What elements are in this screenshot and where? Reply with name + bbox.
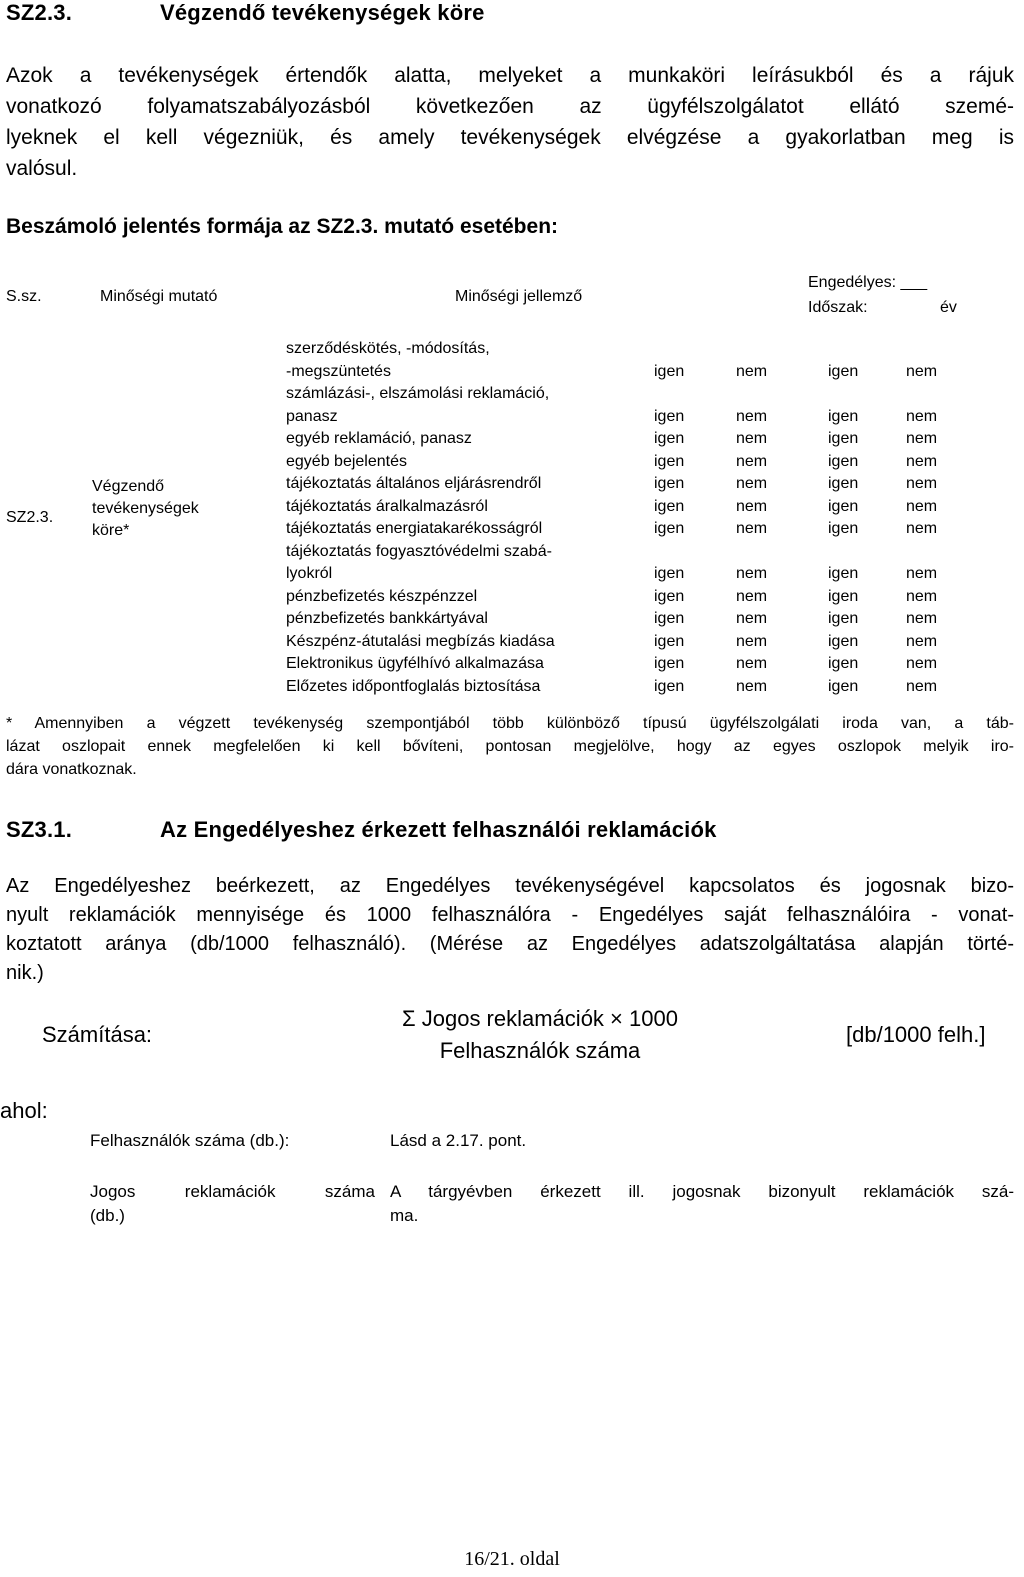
answer-igen-1: igen <box>654 565 685 582</box>
definition-desc: Lásd a 2.17. pont. <box>390 1131 527 1150</box>
characteristic-line: Elektronikus ügyfélhívó alkalmazása <box>286 655 544 672</box>
answer-igen-2: igen <box>828 520 859 537</box>
header-period: Időszak: <box>808 299 868 316</box>
characteristic-line: panasz <box>286 407 338 425</box>
answer-nem-2: nem <box>906 430 938 447</box>
characteristic-line: egyéb bejelentés <box>286 452 407 470</box>
answer-igen-1: igen <box>654 497 685 515</box>
characteristic-line: tájékoztatás fogyasztóvédelmi szabá- <box>286 542 552 560</box>
answer-nem-2: nem <box>906 452 938 470</box>
answer-igen-2: igen <box>828 565 859 582</box>
paragraph-line: vonatkozó folyamatszabályozásból következően az ügyfélszolgálatot ellátó szemé- <box>6 95 1014 118</box>
answer-nem-1: nem <box>736 452 768 470</box>
footnote-line: lázat oszlopait ennek megfelelően ki kell bővíteni, pontosan megjelölve, hogy az egyes oszlopok melyik iro- <box>6 738 1014 755</box>
section-paragraph <box>6 60 1014 184</box>
paragraph-line: valósul. <box>6 157 78 180</box>
page-number: 16/21. oldal <box>464 1548 560 1570</box>
answer-nem-2: nem <box>906 497 938 515</box>
characteristic-list <box>286 338 555 698</box>
answer-nem-1: nem <box>736 677 768 695</box>
answer-igen-2: igen <box>828 362 859 380</box>
answer-nem-1: nem <box>736 655 768 672</box>
definition-term: Felhasználók száma (db.): <box>90 1131 290 1150</box>
answer-igen-1: igen <box>654 430 685 447</box>
header-indicator: Minőségi mutató <box>100 288 218 305</box>
definition-term <box>90 1180 375 1228</box>
row-indicator <box>92 476 199 542</box>
characteristic-line: pénzbefizetés bankkártyával <box>286 610 488 627</box>
answer-igen-2: igen <box>828 452 859 470</box>
report-heading: Beszámoló jelentés formája az SZ2.3. mutató esetében: <box>6 215 559 238</box>
answer-igen-2: igen <box>828 655 859 672</box>
characteristic-line: egyéb reklamáció, panasz <box>286 430 472 447</box>
row-indicator-line: köre* <box>92 522 130 539</box>
answer-nem-2: nem <box>906 677 938 695</box>
answer-nem-2: nem <box>906 632 938 650</box>
answer-igen-1: igen <box>654 520 685 537</box>
footnote-line: * Amennyiben a végzett tevékenység szempontjából több különböző típusú ügyfélszolgálati iroda van, a táb- <box>6 715 1014 732</box>
formula-label: Számítása: <box>42 1022 153 1047</box>
section2-title: Az Engedélyeshez érkezett felhasználói reklamációk <box>160 817 717 842</box>
footnote-line: dára vonatkoznak. <box>6 761 137 778</box>
paragraph-line: nyult reklamációk mennyisége és 1000 felhasználóra - Engedélyes saját felhasználóira - vonat- <box>6 904 1014 926</box>
answer-igen-1: igen <box>654 452 685 470</box>
paragraph-line: Az Engedélyeshez beérkezett, az Engedélyes tevékenységével kapcsolatos és jogosnak bizo- <box>6 875 1014 897</box>
section-code: SZ2.3. <box>6 0 73 25</box>
characteristic-line: Készpénz-átutalási megbízás kiadása <box>286 632 555 650</box>
formula-numerator: Σ Jogos reklamációk × 1000 <box>402 1006 678 1031</box>
answer-nem-1: nem <box>736 362 768 380</box>
formula-unit: [db/1000 felh.] <box>846 1022 986 1047</box>
answer-igen-2: igen <box>828 430 859 447</box>
definition-desc-line: ma. <box>390 1206 419 1225</box>
answer-nem-2: nem <box>906 565 938 582</box>
paragraph-line: nik.) <box>6 962 44 984</box>
answer-igen-1: igen <box>654 587 685 605</box>
header-licensee: Engedélyes: ___ <box>808 274 928 291</box>
answer-igen-2: igen <box>828 497 859 515</box>
answer-nem-1: nem <box>736 475 768 492</box>
answer-igen-1: igen <box>654 677 685 695</box>
answer-nem-2: nem <box>906 475 938 492</box>
formula-denominator: Felhasználók száma <box>439 1038 641 1063</box>
answer-igen-1: igen <box>654 610 685 627</box>
answer-nem-1: nem <box>736 497 768 515</box>
row-code: SZ2.3. <box>6 509 54 526</box>
characteristic-line: tájékoztatás energiatakarékosságról <box>286 520 543 537</box>
answer-nem-2: nem <box>906 520 938 537</box>
answer-igen-1: igen <box>654 475 685 492</box>
answer-nem-1: nem <box>736 587 768 605</box>
answer-igen-1: igen <box>654 632 685 650</box>
characteristic-line: szerződéskötés, -módosítás, <box>286 340 490 357</box>
section2-code: SZ3.1. <box>6 817 73 842</box>
paragraph-line: lyeknek el kell végezniük, és amely tevékenységek elvégzése a gyakorlatban meg is <box>6 126 1014 149</box>
characteristic-line: lyokról <box>286 565 333 582</box>
answer-igen-2: igen <box>828 677 859 695</box>
answer-nem-1: nem <box>736 430 768 447</box>
row-indicator-line: Végzendő <box>92 478 165 495</box>
characteristic-line: pénzbefizetés készpénzzel <box>286 587 478 605</box>
answer-igen-2: igen <box>828 610 859 627</box>
answer-igen-2: igen <box>828 632 859 650</box>
characteristic-line: tájékoztatás áralkalmazásról <box>286 497 488 515</box>
answer-nem-1: nem <box>736 520 768 537</box>
header-ssz: S.sz. <box>6 288 42 305</box>
answer-nem-1: nem <box>736 610 768 627</box>
answer-igen-2: igen <box>828 475 859 492</box>
answer-nem-2: nem <box>906 655 938 672</box>
definition-term-line: (db.) <box>90 1206 125 1225</box>
answer-nem-2: nem <box>906 362 938 380</box>
paragraph-line: Azok a tevékenységek értendők alatta, melyeket a munkaköri leírásukból és a rájuk <box>6 64 1014 87</box>
section-title: Végzendő tevékenységek köre <box>160 0 485 25</box>
answer-nem-1: nem <box>736 632 768 650</box>
answer-igen-1: igen <box>654 655 685 672</box>
answer-nem-1: nem <box>736 565 768 582</box>
characteristic-line: számlázási-, elszámolási reklamáció, <box>286 385 550 402</box>
row-indicator-line: tevékenységek <box>92 500 199 517</box>
definition-term-line: Jogos reklamációk száma <box>90 1182 375 1201</box>
section2-paragraph <box>6 872 1014 988</box>
answer-igen-2: igen <box>828 407 859 425</box>
characteristic-line: tájékoztatás általános eljárásrendről <box>286 475 542 492</box>
characteristic-line: Előzetes időpontfoglalás biztosítása <box>286 677 541 695</box>
answer-nem-2: nem <box>906 407 938 425</box>
answer-igen-2: igen <box>828 587 859 605</box>
answer-igen-1: igen <box>654 362 685 380</box>
characteristic-line: -megszüntetés <box>286 362 391 380</box>
answer-nem-2: nem <box>906 610 938 627</box>
table-footnote <box>6 712 1014 781</box>
header-year: év <box>940 299 957 316</box>
where-label: ahol: <box>0 1098 48 1123</box>
answer-igen-1: igen <box>654 407 685 425</box>
definition-desc-line: A tárgyévben érkezett ill. jogosnak bizonyult reklamációk szá- <box>390 1182 1014 1201</box>
definition-desc <box>390 1180 1014 1228</box>
answer-nem-2: nem <box>906 587 938 605</box>
paragraph-line: koztatott aránya (db/1000 felhasználó). (Mérése az Engedélyes adatszolgáltatása alapján törté- <box>6 933 1014 955</box>
answer-nem-1: nem <box>736 407 768 425</box>
header-characteristic: Minőségi jellemző <box>455 288 583 305</box>
